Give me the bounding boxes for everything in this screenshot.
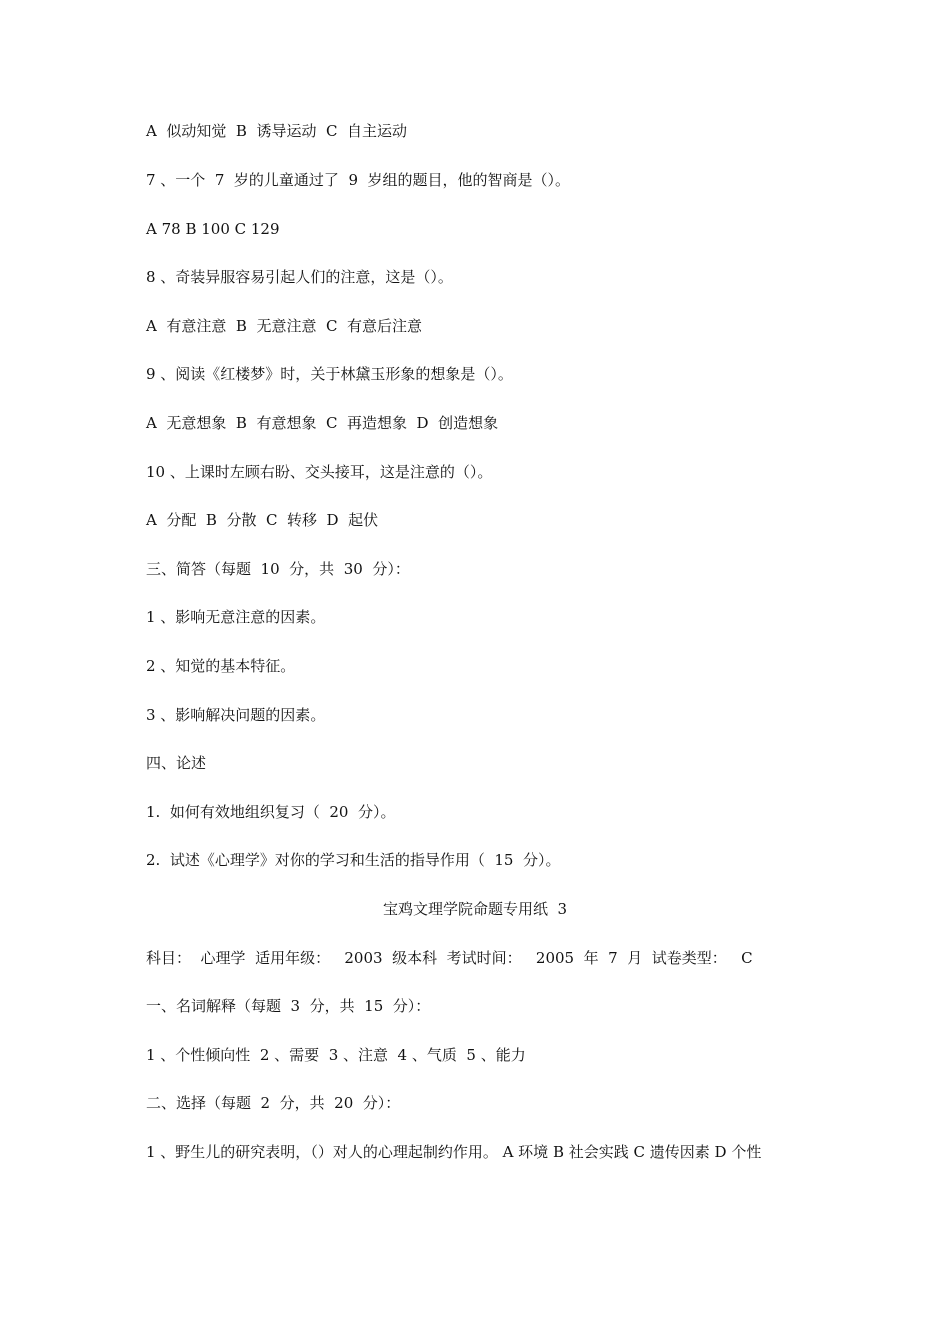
page-title: 宝鸡文理学院命题专用纸 3 xyxy=(382,900,568,918)
section-heading-essay: 四、论述 xyxy=(146,754,207,772)
text-line-essay-1: 1. 如何有效地组织复习（ 20 分）。 xyxy=(146,803,396,821)
text-line-definitions-list: 1 、个性倾向性 2 、需要 3 、注意 4 、气质 5 、能力 xyxy=(146,1046,526,1064)
text-line-choice-1: 1 、野生儿的研究表明，（）对人的心理起制约作用。 A 环境 B 社会实践 C 遗传因素 D 个性 xyxy=(146,1143,762,1161)
section-heading-multiple-choice: 二、选择（每题 2 分，共 20 分）： xyxy=(146,1094,401,1112)
text-line-essay-2: 2. 试述《心理学》对你的学习和生活的指导作用（ 15 分）。 xyxy=(146,851,561,869)
section-heading-definitions: 一、名词解释（每题 3 分，共 15 分）： xyxy=(146,997,431,1015)
text-line-options-motion: A 似动知觉 B 诱导运动 C 自主运动 xyxy=(146,122,408,140)
text-line-question-7: 7 、一个 7 岁的儿童通过了 9 岁组的题目，他的智商是（）。 xyxy=(146,171,571,189)
exam-info-line: 科目： 心理学 适用年级： 2003 级本科 考试时间： 2005 年 7 月 试卷类型： C xyxy=(146,949,753,967)
text-line-options-imagination: A 无意想象 B 有意想象 C 再造想象 D 创造想象 xyxy=(146,414,499,432)
text-line-options-iq: A 78 B 100 C 129 xyxy=(146,220,280,238)
section-heading-short-answer: 三、简答（每题 10 分，共 30 分）： xyxy=(146,560,410,578)
text-line-options-attention-quality: A 分配 B 分散 C 转移 D 起伏 xyxy=(146,511,379,529)
text-line-question-8: 8 、奇装异服容易引起人们的注意，这是（）。 xyxy=(146,268,453,286)
text-line-question-10: 10 、上课时左顾右盼、交头接耳，这是注意的（）。 xyxy=(146,463,493,481)
text-line-question-9: 9 、阅读《红楼梦》时，关于林黛玉形象的想象是（）。 xyxy=(146,365,513,383)
text-line-short-answer-2: 2 、知觉的基本特征。 xyxy=(146,657,296,675)
text-line-short-answer-3: 3 、影响解决问题的因素。 xyxy=(146,706,326,724)
text-line-short-answer-1: 1 、影响无意注意的因素。 xyxy=(146,608,326,626)
text-line-options-attention: A 有意注意 B 无意注意 C 有意后注意 xyxy=(146,317,423,335)
